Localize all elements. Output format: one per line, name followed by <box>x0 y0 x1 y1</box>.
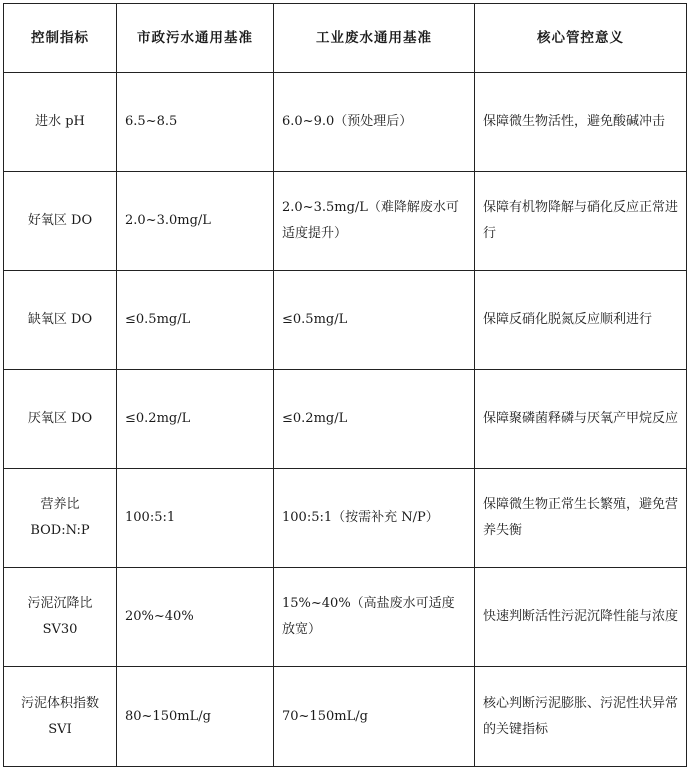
table-row <box>4 73 687 172</box>
municipal-cell: ≤0.2mg/L <box>117 370 274 469</box>
municipal-cell: 80~150mL/g <box>117 667 274 767</box>
significance-cell: 保障微生物正常生长繁殖，避免营养失衡 <box>475 469 687 568</box>
table-row <box>4 271 687 370</box>
industrial-cell: 70~150mL/g <box>274 667 475 767</box>
industrial-cell: ≤0.2mg/L <box>274 370 475 469</box>
control-indicator-table <box>3 3 687 767</box>
municipal-cell: 2.0~3.0mg/L <box>117 172 274 271</box>
significance-cell: 核心判断污泥膨胀、污泥性状异常的关键指标 <box>475 667 687 767</box>
header-industrial-baseline: 工业废水通用基准 <box>274 4 475 73</box>
significance-cell: 保障反硝化脱氮反应顺利进行 <box>475 271 687 370</box>
table-row <box>4 568 687 667</box>
table-row <box>4 667 687 767</box>
municipal-cell: 100:5:1 <box>117 469 274 568</box>
industrial-cell: 6.0~9.0（预处理后） <box>274 73 475 172</box>
indicator-cell: 好氧区 DO <box>4 172 117 271</box>
significance-cell: 保障有机物降解与硝化反应正常进行 <box>475 172 687 271</box>
header-municipal-baseline: 市政污水通用基准 <box>117 4 274 73</box>
indicator-cell: 缺氧区 DO <box>4 271 117 370</box>
indicator-cell: 污泥体积指数 SVI <box>4 667 117 767</box>
municipal-cell: 20%~40% <box>117 568 274 667</box>
table-row <box>4 469 687 568</box>
header-indicator: 控制指标 <box>4 4 117 73</box>
industrial-cell: 15%~40%（高盐废水可适度放宽） <box>274 568 475 667</box>
indicator-cell: 污泥沉降比 SV30 <box>4 568 117 667</box>
header-significance: 核心管控意义 <box>475 4 687 73</box>
significance-cell: 快速判断活性污泥沉降性能与浓度 <box>475 568 687 667</box>
table-row <box>4 172 687 271</box>
municipal-cell: ≤0.5mg/L <box>117 271 274 370</box>
industrial-cell: ≤0.5mg/L <box>274 271 475 370</box>
indicator-cell: 厌氧区 DO <box>4 370 117 469</box>
industrial-cell: 100:5:1（按需补充 N/P） <box>274 469 475 568</box>
indicator-cell: 进水 pH <box>4 73 117 172</box>
significance-cell: 保障聚磷菌释磷与厌氧产甲烷反应 <box>475 370 687 469</box>
indicator-cell: 营养比 BOD:N:P <box>4 469 117 568</box>
municipal-cell: 6.5~8.5 <box>117 73 274 172</box>
table-row <box>4 370 687 469</box>
significance-cell: 保障微生物活性，避免酸碱冲击 <box>475 73 687 172</box>
table-header-row <box>4 4 687 73</box>
industrial-cell: 2.0~3.5mg/L（难降解废水可适度提升） <box>274 172 475 271</box>
